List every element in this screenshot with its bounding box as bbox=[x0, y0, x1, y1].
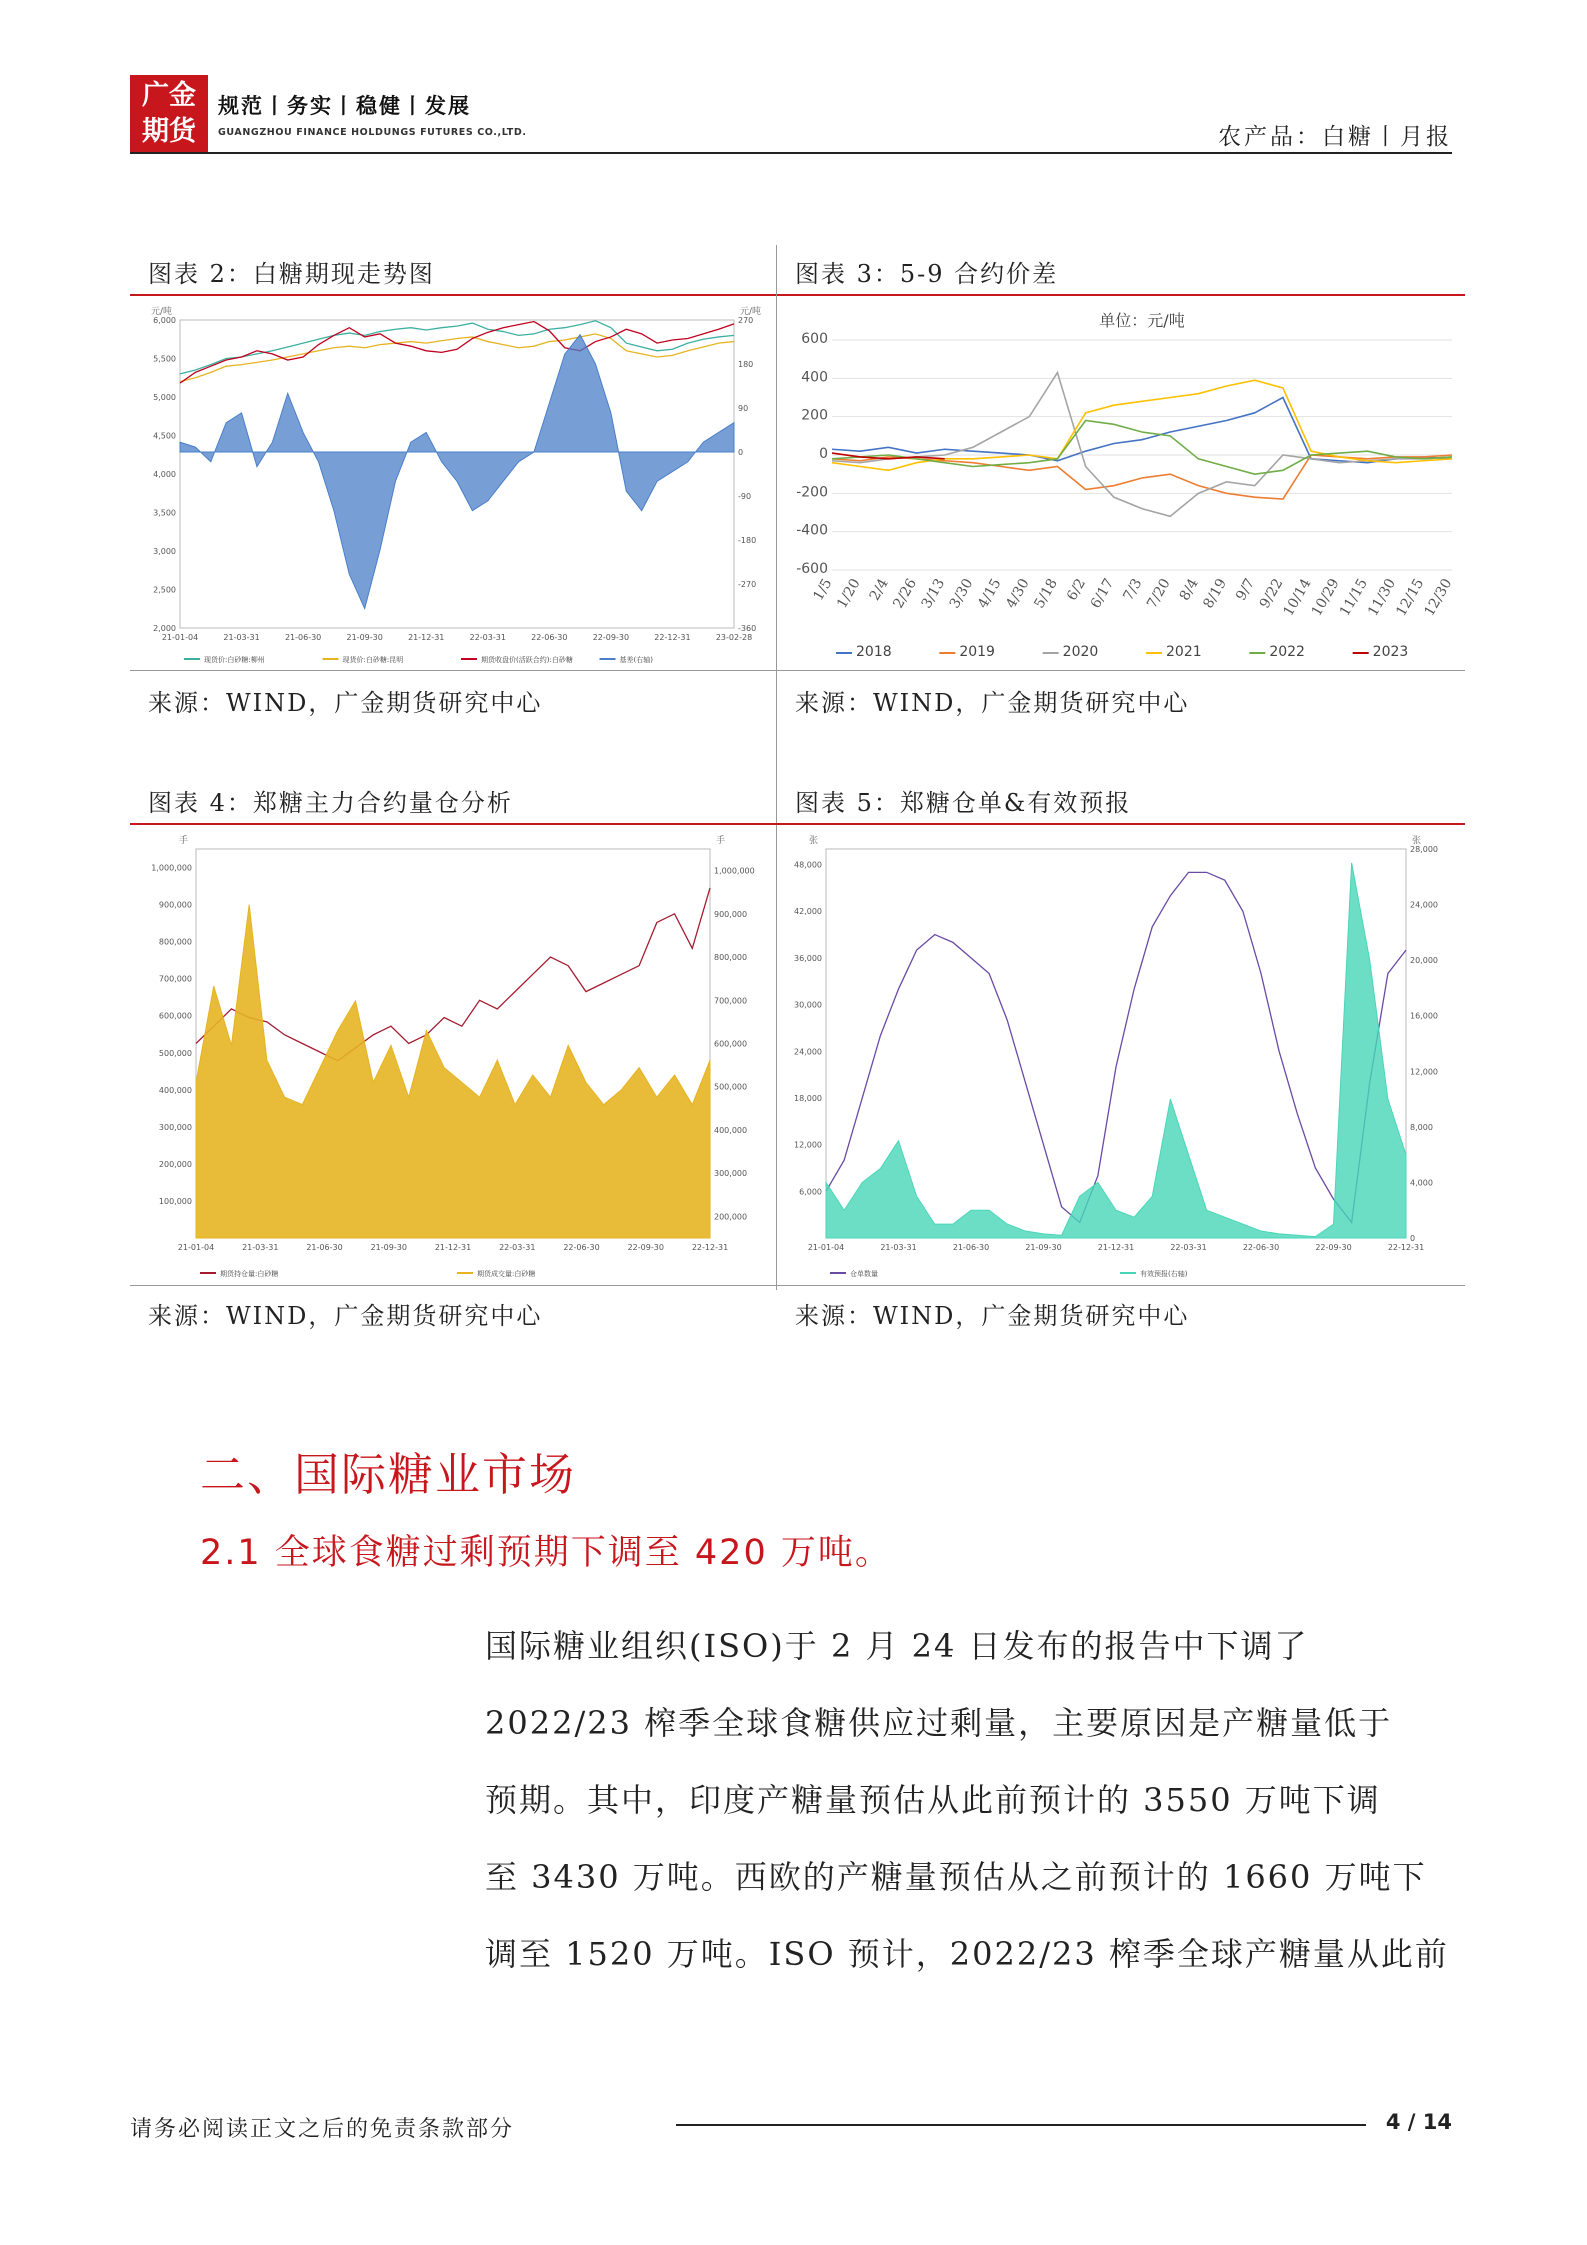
series-line bbox=[826, 872, 1406, 1222]
company-logo bbox=[130, 75, 208, 153]
figure-4-source: 来源：WIND，广金期货研究中心 bbox=[148, 1302, 543, 1330]
x-tick-label: 21-09-30 bbox=[1025, 1243, 1062, 1252]
x-tick-label: 22-12-31 bbox=[691, 1243, 729, 1252]
x-tick-label: 4/15 bbox=[974, 576, 1005, 612]
figure-3-chart bbox=[782, 298, 1462, 668]
y-tick-label: 4,000 bbox=[153, 470, 176, 479]
company-slogan: 规范丨务实丨稳健丨发展 bbox=[218, 94, 471, 118]
y-tick-label: 30,000 bbox=[794, 1000, 822, 1010]
logo-line-1: 广金 bbox=[142, 80, 196, 111]
y2-tick-label: 4,000 bbox=[1410, 1178, 1433, 1188]
x-tick-label: 1/20 bbox=[834, 576, 864, 612]
y2-tick-label: 270 bbox=[738, 316, 754, 325]
y2-tick-label: 800,000 bbox=[714, 953, 748, 963]
x-tick-label: 3/30 bbox=[946, 576, 977, 612]
x-tick-label: 5/18 bbox=[1031, 576, 1061, 612]
y2-tick-label: 8,000 bbox=[1410, 1122, 1433, 1132]
x-tick-label: 22-06-30 bbox=[563, 1243, 600, 1252]
paragraph-line: 预期。其中，印度产糖量预估从此前预计的 3550 万吨下调 bbox=[485, 1781, 1381, 1819]
x-tick-label: 6/2 bbox=[1063, 576, 1090, 604]
header-rule bbox=[130, 152, 1452, 154]
x-tick-label: 21-12-31 bbox=[434, 1243, 472, 1252]
x-tick-label: 21-06-30 bbox=[952, 1243, 990, 1252]
y2-tick-label: 28,000 bbox=[1410, 845, 1438, 854]
legend-label: 2023 bbox=[1372, 644, 1409, 660]
x-tick-label: 21-01-04 bbox=[177, 1243, 215, 1252]
x-tick-label: 22-12-31 bbox=[654, 633, 691, 642]
paragraph-line: 调至 1520 万吨。ISO 预计，2022/23 榨季全球产糖量从此前 bbox=[485, 1935, 1449, 1973]
x-tick-label: 6/17 bbox=[1087, 576, 1118, 612]
x-tick-label: 2/4 bbox=[866, 576, 892, 604]
y-tick-label: -600 bbox=[796, 561, 828, 577]
body-paragraph bbox=[485, 1608, 1453, 1993]
y-tick-label: 300,000 bbox=[158, 1122, 192, 1132]
x-tick-label: 23-02-28 bbox=[715, 633, 753, 642]
x-tick-label: 21-12-31 bbox=[408, 633, 445, 642]
y2-tick-label: 600,000 bbox=[714, 1039, 748, 1049]
x-tick-label: 12/15 bbox=[1393, 576, 1428, 619]
y2-tick-label: 1,000,000 bbox=[714, 866, 755, 876]
x-tick-label: 7/20 bbox=[1144, 576, 1174, 612]
y2-tick-label: 16,000 bbox=[1410, 1011, 1438, 1021]
series-area bbox=[180, 335, 734, 609]
company-english-name: GUANGZHOU FINANCE HOLDUNGS FUTURES CO.,LTD. bbox=[218, 127, 527, 138]
figure-2-svg bbox=[136, 298, 770, 668]
y2-tick-label: 700,000 bbox=[714, 996, 748, 1006]
y-tick-label: 900,000 bbox=[158, 900, 192, 910]
x-tick-label: 22-12-31 bbox=[1387, 1243, 1425, 1252]
y-tick-label: 200,000 bbox=[158, 1159, 192, 1169]
figure-3-title: 图表 3：5-9 合约价差 bbox=[795, 260, 1059, 288]
y-tick-label: 42,000 bbox=[794, 907, 822, 917]
series-line bbox=[180, 334, 734, 382]
x-tick-label: 3/13 bbox=[918, 576, 949, 612]
logo-line-2: 期货 bbox=[142, 116, 196, 147]
x-tick-label: 8/19 bbox=[1200, 576, 1231, 612]
y2-tick-label: 90 bbox=[738, 404, 749, 413]
x-tick-label: 22-03-31 bbox=[499, 1243, 536, 1252]
series-area bbox=[196, 905, 710, 1238]
left-axis-unit: 元/吨 bbox=[150, 307, 172, 317]
y-tick-label: 100,000 bbox=[158, 1196, 192, 1206]
legend-label: 有效预报(右轴) bbox=[1140, 1270, 1188, 1278]
y-tick-label: 4,500 bbox=[153, 431, 176, 441]
y-tick-label: 24,000 bbox=[794, 1047, 822, 1057]
legend-label: 仓单数量 bbox=[850, 1270, 878, 1278]
x-tick-label: 21-03-31 bbox=[880, 1243, 917, 1252]
y-tick-label: 2,500 bbox=[153, 585, 176, 595]
y-tick-label: 0 bbox=[819, 446, 828, 462]
figure-2-chart bbox=[136, 298, 770, 668]
x-tick-label: 10/14 bbox=[1280, 576, 1315, 619]
y-tick-label: 600 bbox=[801, 331, 828, 347]
y-tick-label: 700,000 bbox=[158, 974, 192, 984]
y2-tick-label: -180 bbox=[738, 536, 757, 545]
y-tick-label: 400,000 bbox=[158, 1085, 192, 1095]
x-tick-label: 21-09-30 bbox=[346, 633, 383, 642]
y-tick-label: 5,000 bbox=[153, 393, 176, 402]
series-line bbox=[196, 888, 710, 1061]
series-line bbox=[180, 322, 734, 384]
figure-4-title: 图表 4：郑糖主力合约量仓分析 bbox=[148, 789, 513, 817]
x-tick-label: 22-06-30 bbox=[1242, 1243, 1280, 1252]
x-tick-label: 1/5 bbox=[810, 576, 836, 604]
y2-tick-label: -360 bbox=[738, 624, 757, 633]
y-tick-label: 36,000 bbox=[794, 953, 822, 963]
series-area bbox=[826, 863, 1406, 1238]
x-tick-label: 22-06-30 bbox=[531, 633, 568, 642]
figure-5-chart bbox=[782, 827, 1462, 1282]
figure-3-svg bbox=[782, 298, 1462, 668]
y-tick-label: 1,000,000 bbox=[151, 863, 192, 873]
page-number: 4 / 14 bbox=[1385, 2110, 1452, 2134]
x-tick-label: 8/4 bbox=[1176, 576, 1202, 604]
paragraph-line: 国际糖业组织(ISO)于 2 月 24 日发布的报告中下调了 bbox=[485, 1627, 1309, 1665]
y2-tick-label: 900,000 bbox=[714, 909, 748, 919]
y-tick-label: 200 bbox=[801, 407, 828, 424]
series-line bbox=[832, 398, 1452, 463]
section-title: 二、国际糖业市场 bbox=[200, 1448, 577, 1501]
x-tick-label: 9/22 bbox=[1256, 576, 1287, 612]
y2-tick-label: 12,000 bbox=[1410, 1067, 1438, 1077]
x-tick-label: 2/26 bbox=[890, 576, 921, 612]
legend-label: 2020 bbox=[1062, 644, 1099, 660]
y-tick-label: 500,000 bbox=[158, 1048, 192, 1058]
legend-label: 现货价:白砂糖:昆明 bbox=[342, 656, 404, 664]
figure-5-source: 来源：WIND，广金期货研究中心 bbox=[795, 1302, 1190, 1330]
x-tick-label: 11/30 bbox=[1365, 576, 1400, 619]
x-tick-label: 21-01-04 bbox=[807, 1243, 845, 1252]
y-tick-label: 3,000 bbox=[153, 547, 176, 556]
legend-label: 2019 bbox=[959, 644, 995, 660]
legend-label: 期货成交量:白砂糖 bbox=[477, 1270, 536, 1278]
x-tick-label: 9/7 bbox=[1233, 576, 1259, 604]
y2-tick-label: 400,000 bbox=[714, 1125, 748, 1135]
figure-5-title: 图表 5：郑糖仓单&有效预报 bbox=[795, 789, 1132, 817]
y-tick-label: -400 bbox=[796, 522, 828, 539]
figure-4-chart bbox=[136, 827, 770, 1282]
x-tick-label: 21-06-30 bbox=[284, 633, 322, 642]
legend-label: 基差(右轴) bbox=[619, 656, 653, 664]
x-tick-label: 4/30 bbox=[1003, 576, 1033, 612]
right-axis-unit: 手 bbox=[716, 836, 726, 846]
paragraph-line: 2022/23 榨季全球食糖供应过剩量，主要原因是产糖量低于 bbox=[485, 1704, 1393, 1742]
left-axis-unit: 手 bbox=[178, 836, 188, 846]
disclaimer-note: 请务必阅读正文之后的免责条款部分 bbox=[130, 2117, 515, 2142]
y2-tick-label: -270 bbox=[738, 580, 757, 589]
y-tick-label: 6,000 bbox=[799, 1187, 822, 1197]
subsection-title: 2.1 全球食糖过剩预期下调至 420 万吨。 bbox=[200, 1533, 892, 1573]
y-tick-label: 12,000 bbox=[794, 1140, 822, 1150]
y-tick-label: 48,000 bbox=[794, 860, 822, 870]
y-tick-label: 800,000 bbox=[158, 937, 192, 947]
paragraph-line: 至 3430 万吨。西欧的产糖量预估从之前预计的 1660 万吨下 bbox=[485, 1858, 1427, 1896]
x-tick-label: 7/3 bbox=[1120, 576, 1146, 604]
y2-tick-label: 300,000 bbox=[714, 1169, 748, 1179]
y-tick-label: 18,000 bbox=[794, 1093, 822, 1103]
x-tick-label: 22-09-30 bbox=[627, 1243, 664, 1252]
legend-label: 2021 bbox=[1166, 644, 1202, 660]
y2-tick-label: 180 bbox=[738, 360, 754, 369]
left-axis-unit: 张 bbox=[808, 836, 818, 846]
x-tick-label: 12/30 bbox=[1421, 576, 1456, 619]
x-tick-label: 21-01-04 bbox=[161, 633, 199, 642]
plot-frame bbox=[826, 849, 1406, 1238]
y-tick-label: 3,500 bbox=[153, 508, 176, 518]
y-tick-label: 400 bbox=[801, 369, 828, 386]
x-tick-label: 21-09-30 bbox=[370, 1243, 407, 1252]
y2-tick-label: 500,000 bbox=[714, 1082, 748, 1092]
y2-tick-label: 20,000 bbox=[1410, 956, 1438, 966]
x-tick-label: 11/15 bbox=[1336, 576, 1371, 619]
report-type: 农产品：白糖丨月报 bbox=[1218, 124, 1452, 150]
figure-2-source: 来源：WIND，广金期货研究中心 bbox=[148, 689, 543, 717]
figure-row2-bottom-rule bbox=[130, 1285, 1465, 1286]
x-tick-label: 21-03-31 bbox=[223, 633, 260, 642]
figure-2-title: 图表 2：白糖期现走势图 bbox=[148, 260, 435, 288]
y-tick-label: 2,000 bbox=[153, 624, 176, 633]
footer-rule bbox=[676, 2124, 1366, 2126]
legend-label: 期货收盘价(活跃合约):白砂糖 bbox=[481, 656, 573, 664]
x-tick-label: 21-06-30 bbox=[306, 1243, 343, 1252]
series-line bbox=[180, 321, 734, 374]
x-tick-label: 10/29 bbox=[1308, 576, 1343, 619]
y-tick-label: 600,000 bbox=[158, 1011, 192, 1021]
series-line bbox=[832, 373, 1452, 517]
y2-tick-label: 0 bbox=[1410, 1234, 1416, 1243]
x-tick-label: 21-12-31 bbox=[1097, 1243, 1135, 1252]
x-tick-label: 22-03-31 bbox=[1170, 1243, 1207, 1252]
series-line bbox=[832, 421, 1452, 475]
right-axis-unit: 张 bbox=[1412, 836, 1422, 846]
y2-tick-label: 200,000 bbox=[714, 1212, 748, 1222]
legend-label: 2018 bbox=[856, 644, 892, 660]
y-tick-label: 6,000 bbox=[153, 316, 176, 325]
y2-tick-label: 24,000 bbox=[1410, 900, 1438, 910]
figure-grid-divider bbox=[776, 245, 777, 1290]
figure-row1-top-rule bbox=[130, 294, 1465, 296]
y2-tick-label: 0 bbox=[738, 448, 744, 457]
legend-label: 现货价:白砂糖:柳州 bbox=[204, 656, 265, 664]
figure-row2-top-rule bbox=[130, 823, 1465, 825]
figure-4-svg bbox=[136, 827, 770, 1282]
figure-5-svg bbox=[782, 827, 1462, 1282]
right-axis-unit: 元/吨 bbox=[740, 307, 762, 317]
x-tick-label: 22-09-30 bbox=[592, 633, 630, 642]
legend-label: 期货持仓量:白砂糖 bbox=[220, 1270, 279, 1278]
figure-3-source: 来源：WIND，广金期货研究中心 bbox=[795, 689, 1190, 717]
y-tick-label: 5,500 bbox=[153, 354, 176, 364]
figure-row1-bottom-rule bbox=[130, 670, 1465, 671]
x-tick-label: 21-03-31 bbox=[242, 1243, 279, 1252]
chart-title: 单位：元/吨 bbox=[1099, 311, 1185, 330]
y2-tick-label: -90 bbox=[738, 492, 752, 501]
x-tick-label: 22-03-31 bbox=[469, 633, 506, 642]
x-tick-label: 22-09-30 bbox=[1315, 1243, 1352, 1252]
y-tick-label: -200 bbox=[796, 484, 828, 501]
legend-label: 2022 bbox=[1269, 644, 1305, 660]
